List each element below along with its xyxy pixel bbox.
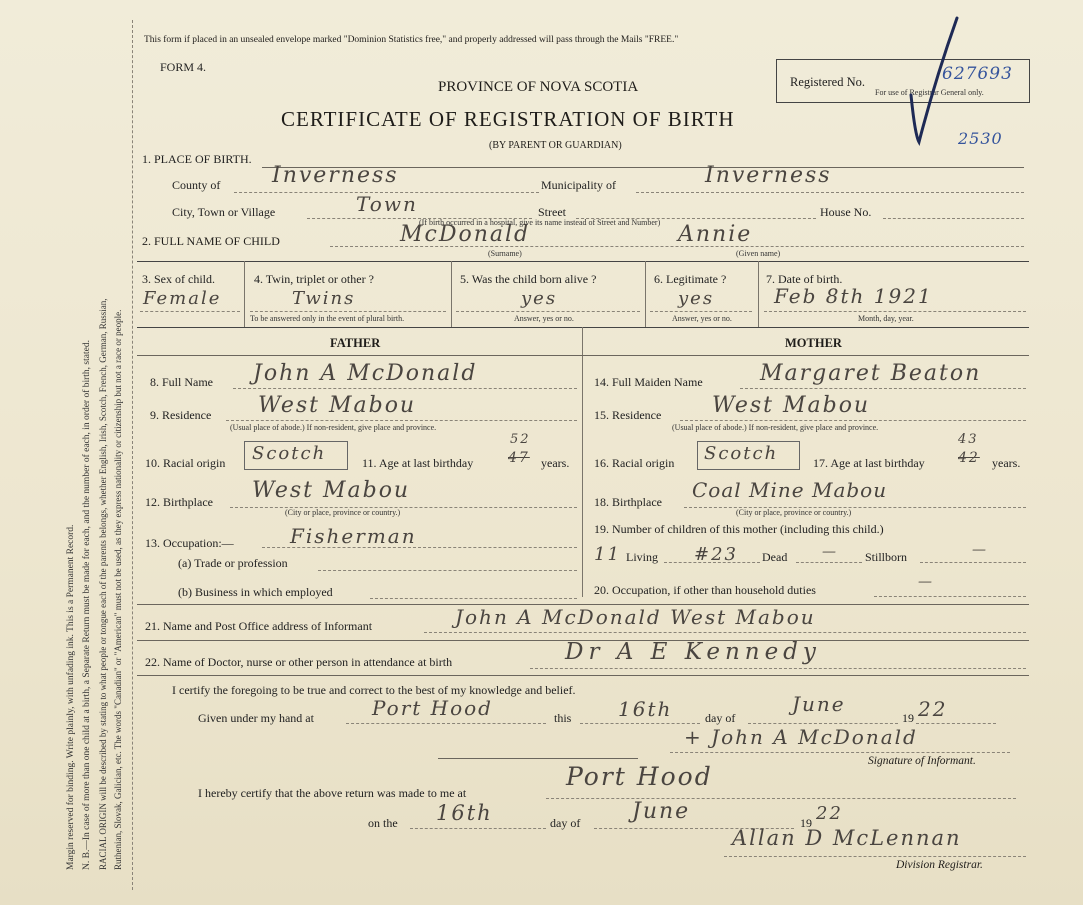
father-racial-value: Scotch bbox=[252, 443, 327, 464]
year-prefix: 19 bbox=[902, 711, 914, 725]
mother-stillborn-line bbox=[920, 562, 1026, 563]
father-racial-label: 10. Racial origin bbox=[145, 456, 226, 470]
date-of-birth-value: Feb 8th 1921 bbox=[774, 284, 933, 308]
doctor-label: 22. Name of Doctor, nurse or other person in attendance at birth bbox=[145, 655, 453, 669]
registrar-month-value: June bbox=[632, 799, 691, 824]
twin-value: Twins bbox=[292, 288, 356, 309]
father-age-struck: 47 bbox=[508, 450, 530, 466]
father-name-line bbox=[233, 388, 577, 389]
mother-age-struck: 42 bbox=[958, 450, 980, 466]
margin-note-2: N. B.—In case of more than one child at a birth, a Separate Return must be made for each, and the number of each, in order of birth, stated. bbox=[82, 340, 92, 870]
father-trade-label: (a) Trade or profession bbox=[178, 556, 288, 570]
father-age-value: 52 bbox=[510, 432, 531, 447]
father-name-value: John A McDonald bbox=[253, 361, 478, 386]
father-business-line bbox=[370, 598, 577, 599]
mother-children-label: 19. Number of children of this mother (including this child.) bbox=[594, 522, 884, 536]
postal-note: This form if placed in an unsealed envelope marked "Dominion Statistics free," and properly addressed will pass through the Mails "FREE." bbox=[144, 35, 679, 45]
father-business-label: (b) Business in which employed bbox=[178, 585, 333, 599]
registrar-year-prefix: 19 bbox=[800, 816, 812, 830]
house-label: House No. bbox=[820, 205, 872, 219]
father-birthplace-value: West Mabou bbox=[252, 478, 411, 503]
father-occupation-label: 13. Occupation:— bbox=[145, 536, 234, 550]
registered-label: Registered No. bbox=[790, 75, 865, 89]
mother-living-line bbox=[664, 562, 760, 563]
row3-divider-4 bbox=[758, 261, 759, 327]
given-place-value: Port Hood bbox=[372, 696, 493, 720]
date-of-birth-label: 7. Date of birth. bbox=[766, 272, 843, 286]
registrar-place-line bbox=[546, 798, 1016, 799]
mother-birthplace-value: Coal Mine Mabou bbox=[692, 478, 888, 502]
father-birthplace-note: (City or place, province or country.) bbox=[285, 508, 401, 517]
mother-age-unit: years. bbox=[992, 456, 1021, 470]
check-mark-icon bbox=[895, 10, 965, 150]
child-given-name: Annie bbox=[678, 222, 753, 247]
house-line bbox=[883, 218, 1024, 219]
this-day-line bbox=[580, 723, 700, 724]
father-occupation-value: Fisherman bbox=[290, 524, 417, 548]
mother-name-value: Margaret Beaton bbox=[760, 361, 982, 386]
margin-note-1: Margin reserved for binding. Write plainly, with unfading ink. This is a Permanent Record. bbox=[66, 524, 76, 870]
mother-dead-label: Dead bbox=[762, 550, 788, 564]
father-heading: FATHER bbox=[330, 336, 381, 350]
municipality-value: Inverness bbox=[705, 163, 832, 188]
street-label: Street bbox=[538, 205, 566, 219]
sex-line bbox=[140, 311, 240, 312]
father-residence-note: (Usual place of abode.) If non-resident, give place and province. bbox=[230, 423, 437, 432]
father-name-label: 8. Full Name bbox=[150, 375, 213, 389]
mother-birthplace-note: (City or place, province or country.) bbox=[736, 508, 852, 517]
informant-label: 21. Name and Post Office address of Informant bbox=[145, 619, 373, 633]
margin-note-3: RACIAL ORIGIN will be described by stating to what people or tongue each of the parents belongs, whether English, Irish, Scotch, French, German, Russian, bbox=[98, 298, 108, 870]
alive-label: 5. Was the child born alive ? bbox=[460, 272, 597, 286]
signature-caption: Signature of Informant. bbox=[868, 755, 976, 767]
registrar-signature-line bbox=[724, 856, 1026, 857]
mother-residence-value: West Mabou bbox=[712, 393, 871, 418]
margin-number: 2530 bbox=[958, 129, 1003, 148]
mother-occupation-value: — bbox=[918, 574, 934, 590]
municipality-line bbox=[636, 192, 1024, 193]
child-surname: McDonald bbox=[400, 222, 531, 247]
given-caption: (Given name) bbox=[736, 249, 781, 258]
surname-caption: (Surname) bbox=[488, 249, 522, 258]
father-trade-line bbox=[318, 570, 577, 571]
province-title: PROVINCE OF NOVA SCOTIA bbox=[438, 79, 639, 95]
month-value: June bbox=[792, 692, 846, 716]
legitimate-note: Answer, yes or no. bbox=[672, 314, 732, 323]
legitimate-value: yes bbox=[678, 288, 715, 309]
municipality-label: Municipality of bbox=[541, 178, 616, 192]
mother-living-value: #23 bbox=[694, 544, 738, 565]
informant-signature: + John A McDonald bbox=[684, 725, 918, 749]
mother-racial-label: 16. Racial origin bbox=[594, 456, 675, 470]
seal-rule bbox=[438, 758, 638, 759]
father-birthplace-line bbox=[230, 507, 577, 508]
registrar-day-line bbox=[410, 828, 546, 829]
mother-age-label: 17. Age at last birthday bbox=[813, 456, 925, 470]
date-line bbox=[764, 311, 1026, 312]
given-label: Given under my hand at bbox=[198, 711, 314, 725]
year-line bbox=[916, 723, 996, 724]
registrar-day-of-label: day of bbox=[550, 816, 581, 830]
mother-living-label: Living bbox=[626, 550, 658, 564]
date-note: Month, day, year. bbox=[858, 314, 914, 323]
father-residence-label: 9. Residence bbox=[150, 408, 212, 422]
father-occupation-line bbox=[262, 547, 577, 548]
sex-label: 3. Sex of child. bbox=[142, 272, 215, 286]
registrar-day-value: 16th bbox=[436, 801, 493, 825]
row3-top-rule bbox=[137, 261, 1029, 262]
mother-residence-line bbox=[680, 420, 1026, 421]
row3-divider-2 bbox=[451, 261, 452, 327]
this-day-value: 16th bbox=[618, 697, 673, 721]
mother-children-total: 11 bbox=[594, 544, 621, 565]
informant-line bbox=[424, 632, 1026, 633]
child-name-label: 2. FULL NAME OF CHILD bbox=[142, 234, 280, 248]
mother-dead-line bbox=[796, 562, 862, 563]
informant-signature-line bbox=[670, 752, 1010, 753]
form-number: FORM 4. bbox=[160, 60, 207, 74]
mother-heading: MOTHER bbox=[785, 336, 842, 350]
registrar-general-note: For use of Registrar General only. bbox=[875, 88, 984, 97]
doctor-rule bbox=[137, 675, 1029, 676]
row3-bottom-rule bbox=[137, 327, 1029, 328]
mother-name-label: 14. Full Maiden Name bbox=[594, 375, 703, 389]
row3-divider-1 bbox=[244, 261, 245, 327]
mother-age-value: 43 bbox=[958, 432, 979, 447]
margin-note-4: Ruthenian, Slovak, Galician, etc. The words "Canadian" or "American" must not be used, as they express nationality or citizenship but not a race or people. bbox=[113, 309, 123, 870]
alive-note: Answer, yes or no. bbox=[514, 314, 574, 323]
month-line bbox=[748, 723, 898, 724]
legitimate-label: 6. Legitimate ? bbox=[654, 272, 727, 286]
mother-residence-label: 15. Residence bbox=[594, 408, 662, 422]
mother-dead-value: — bbox=[822, 544, 838, 560]
doctor-line bbox=[530, 668, 1026, 669]
twin-note: To be answered only in the event of plural birth. bbox=[250, 314, 405, 323]
mother-racial-value: Scotch bbox=[704, 443, 779, 464]
county-value: Inverness bbox=[272, 163, 399, 188]
doctor-value: Dr A E Kennedy bbox=[565, 639, 821, 665]
father-residence-line bbox=[226, 420, 577, 421]
parents-divider bbox=[582, 327, 583, 597]
twin-label: 4. Twin, triplet or other ? bbox=[254, 272, 374, 286]
registrar-signature: Allan D McLennan bbox=[732, 826, 962, 850]
father-age-label: 11. Age at last birthday bbox=[362, 456, 474, 470]
row3-divider-3 bbox=[645, 261, 646, 327]
given-place-line bbox=[346, 723, 546, 724]
day-of-label: day of bbox=[705, 711, 736, 725]
registrar-year-suffix: 22 bbox=[816, 803, 843, 824]
mother-occupation-line bbox=[874, 596, 1026, 597]
city-value: Town bbox=[356, 192, 418, 216]
mother-birthplace-label: 18. Birthplace bbox=[594, 495, 662, 509]
twin-line bbox=[250, 311, 446, 312]
on-the-label: on the bbox=[368, 816, 398, 830]
mother-stillborn-value: — bbox=[972, 542, 988, 558]
father-residence-value: West Mabou bbox=[258, 393, 417, 418]
alive-line bbox=[456, 311, 640, 312]
binding-margin-line bbox=[132, 20, 133, 890]
legitimate-line bbox=[650, 311, 752, 312]
mother-name-line bbox=[740, 388, 1026, 389]
sex-value: Female bbox=[143, 288, 222, 309]
place-of-birth-label: 1. PLACE OF BIRTH. bbox=[142, 152, 252, 166]
registrar-caption: Division Registrar. bbox=[896, 859, 983, 871]
hospital-note: (If birth occurred in a hospital, give its name instead of Street and Number) bbox=[419, 218, 661, 227]
county-label: County of bbox=[172, 178, 221, 192]
year-suffix: 22 bbox=[918, 697, 948, 721]
informant-value: John A McDonald West Mabou bbox=[455, 605, 816, 629]
father-birthplace-label: 12. Birthplace bbox=[145, 495, 213, 509]
registrar-place-value: Port Hood bbox=[566, 762, 713, 791]
city-label: City, Town or Village bbox=[172, 205, 276, 219]
certify-text: I certify the foregoing to be true and correct to the best of my knowledge and belief. bbox=[172, 683, 576, 697]
alive-value: yes bbox=[521, 288, 558, 309]
registrar-certify-text: I hereby certify that the above return was made to me at bbox=[198, 786, 467, 800]
registered-number: 627693 bbox=[942, 64, 1013, 84]
mother-residence-note: (Usual place of abode.) If non-resident, give place and province. bbox=[672, 423, 879, 432]
parents-heading-rule bbox=[137, 355, 1029, 356]
certificate-title: CERTIFICATE OF REGISTRATION OF BIRTH bbox=[281, 107, 735, 131]
father-age-unit: years. bbox=[541, 456, 570, 470]
mother-occupation-label: 20. Occupation, if other than household duties bbox=[594, 583, 816, 597]
this-label: this bbox=[554, 711, 572, 725]
certificate-subtitle: (BY PARENT OR GUARDIAN) bbox=[489, 140, 622, 151]
mother-stillborn-label: Stillborn bbox=[865, 550, 908, 564]
